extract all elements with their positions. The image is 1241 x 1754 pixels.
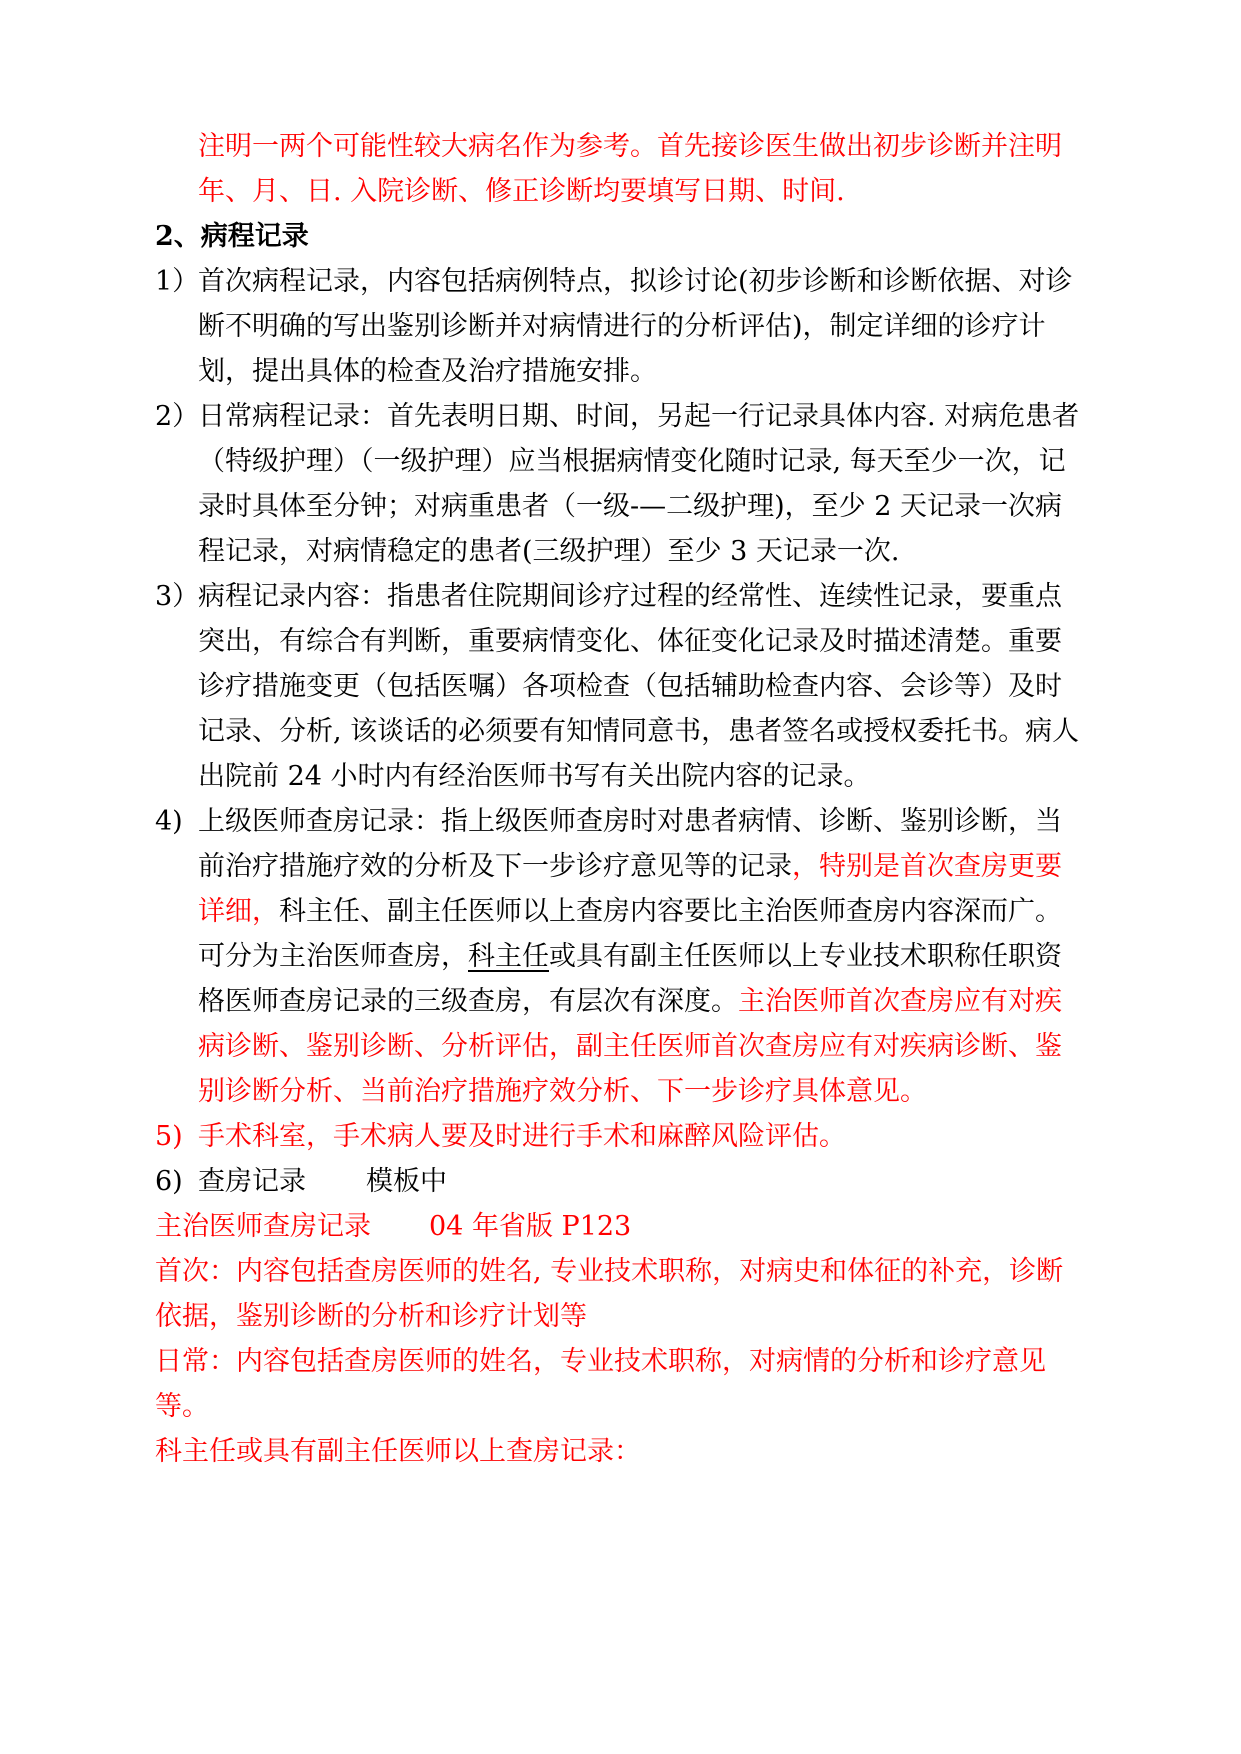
underlined-term: 科主任 xyxy=(468,941,549,972)
highlight-text: ，特别是首次查房更要详细， xyxy=(198,851,1062,927)
list-item-text: 首次病程记录，内容包括病例特点，拟诊讨论(初步诊断和诊断依据、对诊断不明确的写出鉴别诊断并对病情进行的分析评估)，制定详细的诊疗计划，提出具体的检查及治疗措施安排。 xyxy=(198,266,1073,387)
list-item-5 xyxy=(155,1114,1087,1159)
list-item-text: 日常病程记录：首先表明日期、时间，另起一行记录具体内容. 对病危患者（特级护理）（一级护理）应当根据病情变化随时记录, 每天至少一次，记录时具体至分钟；对病重患者（一级-—二级护理)，至少 2 天记录一次病程记录，对病情稳定的患者(三级护理）至少 3 天记录一次. xyxy=(198,401,1080,567)
list-item-text: 模板中 xyxy=(366,1166,447,1197)
list-item-text: 病程记录内容：指患者住院期间诊疗过程的经常性、连续性记录，要重点突出，有综合有判断，重要病情变化、体征变化记录及时描述清楚。重要诊疗措施变更（包括医嘱）各项检查（包括辅助检查内容、会诊等）及时记录、分析, 该谈话的必须要有知情同意书，患者签名或授权委托书。病人出院前 24 小时内有经治医师书写有关出院内容的记录。 xyxy=(198,581,1080,792)
attending-label: 主治医师查房记录 xyxy=(155,1211,371,1242)
intro-paragraph: 注明一两个可能性较大病名作为参考。首先接诊医生做出初步诊断并注明年、月、日. 入院诊断、修正诊断均要填写日期、时间. xyxy=(198,131,1062,207)
senior-visit-paragraph: 科主任或具有副主任医师以上查房记录： xyxy=(155,1436,641,1467)
list-item-6 xyxy=(155,1159,1087,1204)
list-item-text: 手术科室，手术病人要及时进行手术和麻醉风险评估。 xyxy=(198,1121,846,1152)
list-item-number: 5) xyxy=(155,1121,183,1152)
attending-line xyxy=(155,1204,1087,1249)
list-item-text-part: 上级医师查房记录：指上级医师查房时对患者病情、诊断、鉴别诊断，当前治疗措施疗效的分析及下一步诊疗意见等的记录 xyxy=(198,806,1062,882)
daily-visit-paragraph: 日常：内容包括查房医师的姓名，专业技术职称，对病情的分析和诊疗意见等。 xyxy=(155,1346,1046,1422)
document-body xyxy=(155,124,1087,1474)
list-item-1 xyxy=(155,259,1087,394)
list-item-number: 6) xyxy=(155,1166,183,1197)
attending-source: 04 年省版 P123 xyxy=(429,1211,632,1242)
list-item-number: 4) xyxy=(155,806,183,837)
list-item-number: 3） xyxy=(155,581,200,612)
list-item-number: 1） xyxy=(155,266,200,297)
section-heading: 2、病程记录 xyxy=(155,221,309,252)
list-item-text-part: 科主任、副主任医师以上查房内容要比主治医师查房内容深而广。可分为主治医师查房， xyxy=(198,896,1062,972)
list-item-4 xyxy=(155,799,1087,1114)
list-item-3 xyxy=(155,574,1087,799)
highlight-text: 主治医师首次查房应有对疾病诊断、鉴别诊断、分析评估，副主任医师首次查房应有对疾病诊断、鉴别诊断分析、当前治疗措施疗效分析、下一步诊疗具体意见。 xyxy=(198,986,1062,1107)
list-item-2 xyxy=(155,394,1087,574)
first-visit-paragraph: 首次：内容包括查房医师的姓名, 专业技术职称，对病史和体征的补充，诊断依据，鉴别诊断的分析和诊疗计划等 xyxy=(155,1256,1064,1332)
list-item-number: 2） xyxy=(155,401,200,432)
list-item-text-part: 或具有副主任医师以上专业技术职称任职资格医师查房记录的三级查房，有层次有深度。 xyxy=(198,941,1062,1017)
list-item-text xyxy=(198,806,1062,1107)
list-item-text: 查房记录 xyxy=(198,1166,306,1197)
